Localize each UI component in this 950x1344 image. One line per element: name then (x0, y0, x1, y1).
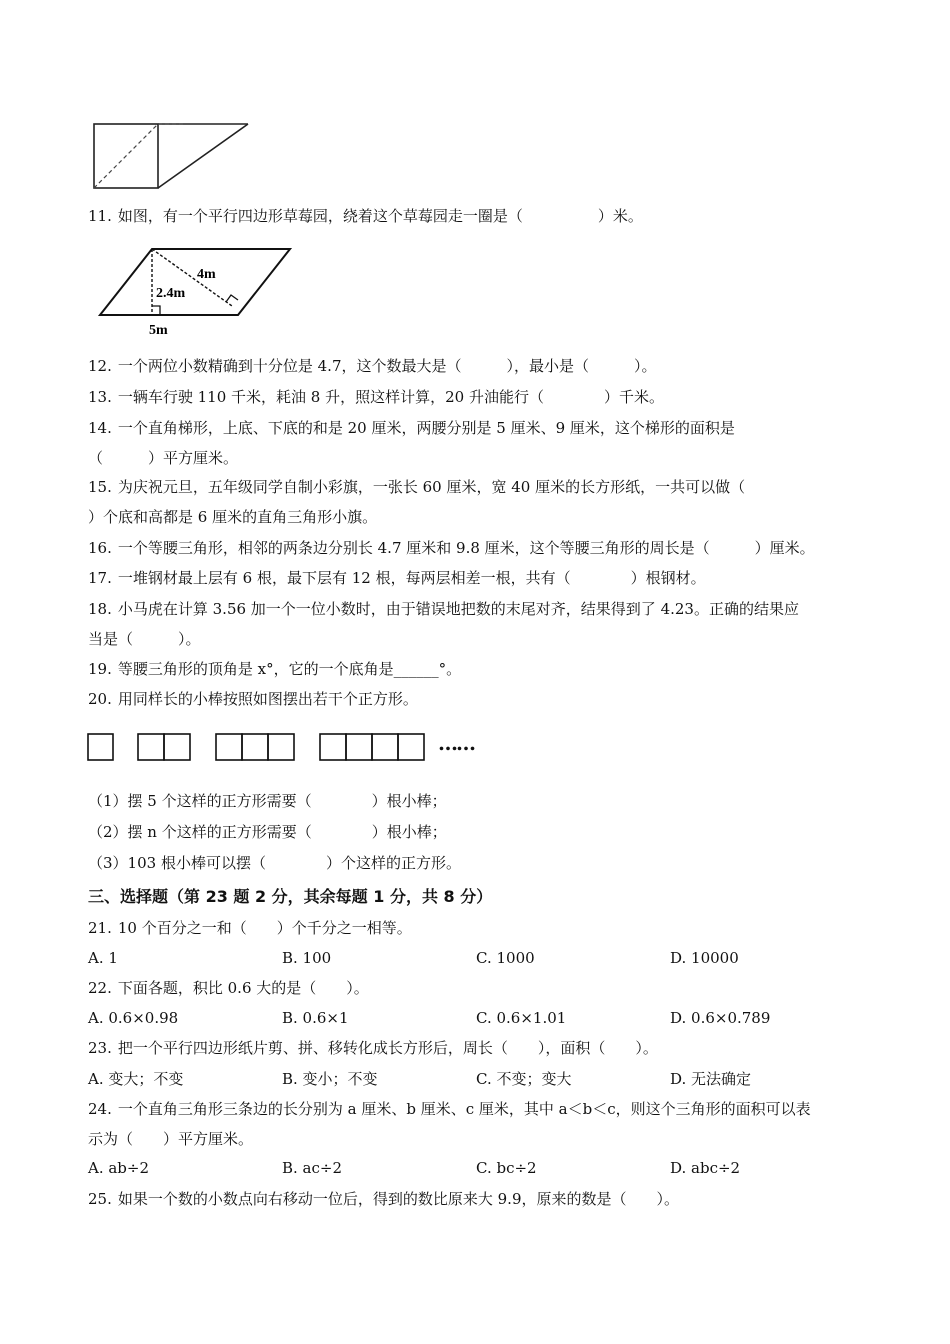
q24-option-d[interactable]: D. abc÷2 (670, 1159, 741, 1177)
q22-option-b[interactable]: B. 0.6×1 (282, 1009, 349, 1027)
ellipsis-dots: …… (438, 731, 474, 755)
label-height: 2.4m (156, 286, 186, 301)
q22-option-d[interactable]: D. 0.6×0.789 (670, 1009, 771, 1027)
question-20-sub3: （3）103 根小棒可以摆（ ）个这样的正方形。 (88, 854, 461, 872)
label-base: 5m (149, 323, 168, 338)
q24-option-c[interactable]: C. bc÷2 (476, 1159, 537, 1177)
parallelogram-figure (94, 242, 294, 342)
question-15: 15. 为庆祝元旦，五年级同学自制小彩旗，一张长 60 厘米，宽 40 厘米的长方形纸，一共可以做（ (88, 478, 746, 496)
q23-option-a[interactable]: A. 变大；不变 (88, 1070, 184, 1088)
q24-option-b[interactable]: B. ac÷2 (282, 1159, 343, 1177)
question-24-cont: 示为（ ）平方厘米。 (88, 1130, 254, 1148)
q21-option-d[interactable]: D. 10000 (670, 949, 739, 967)
question-15-cont: ）个底和高都是 6 厘米的直角三角形小旗。 (88, 508, 378, 526)
question-16: 16. 一个等腰三角形，相邻的两条边分别长 4.7 厘米和 9.8 厘米，这个等腰三角形的周长是（ ）厘米。 (88, 539, 815, 557)
q21-option-b[interactable]: B. 100 (282, 949, 332, 967)
question-20-sub1: （1）摆 5 个这样的正方形需要（ ）根小棒； (88, 792, 447, 810)
q23-option-d[interactable]: D. 无法确定 (670, 1070, 752, 1088)
question-23: 23. 把一个平行四边形纸片剪、拼、移转化成长方形后，周长（ ），面积（ ）。 (88, 1039, 658, 1057)
question-24: 24. 一个直角三角形三条边的长分别为 a 厘米、b 厘米、c 厘米，其中 a＜b＜c，则这个三角形的面积可以表 (88, 1100, 811, 1118)
question-19: 19. 等腰三角形的顶角是 x°，它的一个底角是______°。 (88, 660, 462, 678)
question-20-sub2: （2）摆 n 个这样的正方形需要（ ）根小棒； (88, 823, 447, 841)
q23-option-b[interactable]: B. 变小；不变 (282, 1070, 378, 1088)
label-side: 4m (197, 267, 216, 282)
question-17: 17. 一堆钢材最上层有 6 根，最下层有 12 根，每两层相差一根，共有（ ）根钢材。 (88, 569, 706, 587)
question-20: 20. 用同样长的小棒按照如图摆出若干个正方形。 (88, 690, 418, 708)
q24-option-a[interactable]: A. ab÷2 (88, 1159, 150, 1177)
question-21: 21. 10 个百分之一和（ ）个千分之一相等。 (88, 919, 412, 937)
q22-option-a[interactable]: A. 0.6×0.98 (88, 1009, 179, 1027)
q21-option-c[interactable]: C. 1000 (476, 949, 535, 967)
question-18-cont: 当是（ ）。 (88, 630, 201, 648)
q21-option-a[interactable]: A. 1 (88, 949, 118, 967)
question-25: 25. 如果一个数的小数点向右移动一位后，得到的数比原来大 9.9，原来的数是（ ）。 (88, 1190, 679, 1208)
prism-figure (88, 118, 258, 193)
question-14: 14. 一个直角梯形，上底、下底的和是 20 厘米，两腰分别是 5 厘米、9 厘米，这个梯形的面积是 (88, 419, 735, 437)
q22-option-c[interactable]: C. 0.6×1.01 (476, 1009, 567, 1027)
question-13: 13. 一辆车行驶 110 千米，耗油 8 升，照这样计算，20 升油能行（ ）千米。 (88, 388, 664, 406)
question-14-cont: （ ）平方厘米。 (88, 449, 239, 467)
section-3-title: 三、选择题（第 23 题 2 分，其余每题 1 分，共 8 分） (88, 887, 493, 906)
question-22: 22. 下面各题，积比 0.6 大的是（ ）。 (88, 979, 369, 997)
q23-option-c[interactable]: C. 不变；变大 (476, 1070, 572, 1088)
question-11: 11. 如图，有一个平行四边形草莓园，绕着这个草莓园走一圈是（ ）米。 (88, 207, 643, 225)
squares-figure (86, 732, 436, 764)
question-18: 18. 小马虎在计算 3.56 加一个一位小数时，由于错误地把数的末尾对齐，结果得到了 4.23。正确的结果应 (88, 600, 799, 618)
question-12: 12. 一个两位小数精确到十分位是 4.7，这个数最大是（ ），最小是（ ）。 (88, 357, 657, 375)
